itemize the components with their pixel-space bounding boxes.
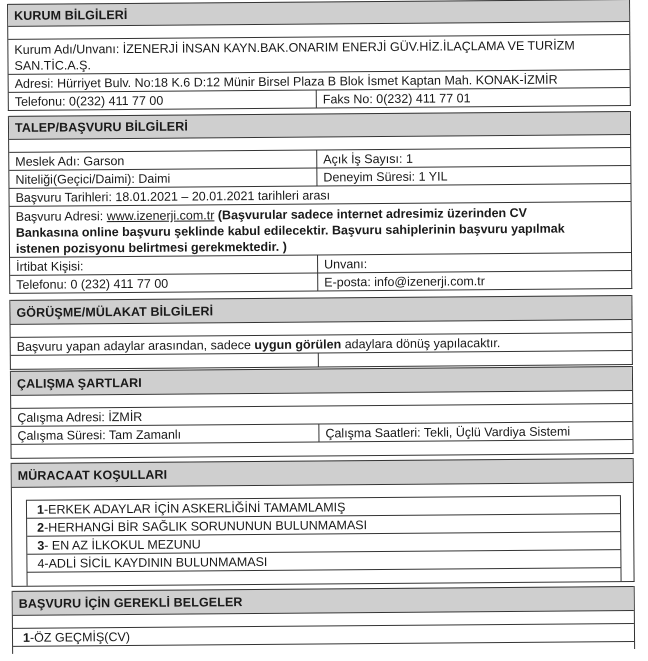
calisma-header: ÇALIŞMA ŞARTLARI	[11, 366, 632, 395]
basvuru-adresi-row	[10, 201, 631, 257]
basvuru-tarihleri: Başvuru Tarihleri: 18.01.2021 – 20.01.2021 tarihleri arası	[15, 188, 331, 205]
talep-telefon: Telefonu: 0 (232) 411 77 00	[10, 274, 318, 293]
niteligi: Niteliği(Geçici/Daimi): Daimi	[9, 169, 317, 188]
basvuru-link[interactable]: www.izenerji.com.tr	[106, 208, 215, 224]
kurum-telefon: Telefonu: 0(232) 411 77 00	[9, 91, 317, 110]
gorusme-text-post: adaylara dönüş yapılacaktır.	[341, 336, 501, 352]
list-item: 1-ERKEK ADAYLAR İÇİN ASKERLİĞİNİ TAMAMLAMIŞ	[27, 495, 620, 518]
deneyim-suresi: Deneyim Süresi: 1 YIL	[323, 169, 448, 185]
irtibat-kisisi: İrtibat Kişisi:	[10, 256, 318, 275]
list-item: 4-ADLİ SİCİL KAYDININ BULUNMAMASI	[27, 549, 620, 572]
calisma-suresi: Çalışma Süresi: Tam Zamanlı	[11, 425, 319, 444]
kurum-adi-row	[8, 34, 629, 74]
gorusme-section	[9, 295, 633, 370]
meslek-adi: Meslek Adı: Garson	[9, 151, 317, 170]
kurum-faks: Faks No: 0(232) 411 77 01	[322, 91, 471, 107]
kurum-header: KURUM BİLGİLERİ	[8, 0, 629, 26]
belgeler-header: BAŞVURU İÇİN GEREKLİ BELGELER	[13, 586, 634, 615]
list-item: 2-HERHANGİ BİR SAĞLIK SORUNUNUN BULUNMAMASI	[27, 513, 620, 536]
list-item: 3- EN AZ İLKOKUL MEZUNU	[27, 531, 620, 554]
calisma-adresi: Çalışma Adresi: İZMİR	[17, 409, 143, 425]
kurum-adi-line1: Kurum Adı/Unvanı: İZENERJİ İNSAN KAYN.BAK.ONARIM ENERJİ GÜV.HİZ.İLAÇLAMA VE TURİZM	[14, 38, 575, 57]
calisma-saatleri: Çalışma Saatleri: Tekli, Üçlü Vardiya Sistemi	[325, 424, 571, 441]
basvuru-note-2: Bankasına online başvuru şeklinde kabul edilecektir. Başvuru sahiplerinin başvuru yapılmak	[15, 221, 565, 240]
belgeler-section	[12, 586, 635, 654]
unvani: Unvanı:	[324, 257, 368, 272]
gorusme-text-bold: uygun görülen	[254, 337, 342, 353]
talep-header: TALEP/BAŞVURU BİLGİLERİ	[9, 111, 630, 139]
muracaat-header: MÜRACAAT KOŞULLARI	[12, 458, 633, 487]
calisma-section	[10, 366, 634, 459]
belgeler-list	[13, 623, 634, 654]
muracaat-list	[26, 495, 622, 586]
list-item: 1-ÖZ GEÇMİŞ(CV)	[13, 623, 634, 646]
gorusme-header: GÖRÜŞME/MÜLAKAT BİLGİLERİ	[10, 295, 631, 324]
basvuru-note-3: istenen pozisyonu belirtmesi gerekmektedir. )	[15, 239, 287, 256]
kurum-adres: Adresi: Hürriyet Bulv. No:18 K.6 D:12 Münir Birsel Plaza B Blok İsmet Kaptan Mah. KONAK-İZMİR	[14, 72, 558, 91]
muracaat-section	[11, 458, 635, 587]
acik-is-sayisi: Açık İş Sayısı: 1	[323, 151, 413, 167]
basvuru-adresi-label: Başvuru Adresi:	[15, 209, 107, 224]
kurum-section	[7, 0, 631, 111]
basvuru-note-1: (Başvurular sadece internet adresimiz üzerinden CV	[214, 205, 528, 223]
kurum-adi-line2: SAN.TİC.A.Ş.	[14, 58, 91, 73]
talep-section	[8, 111, 632, 294]
talep-eposta: E-posta: info@izenerji.com.tr	[324, 274, 485, 290]
gorusme-text-pre: Başvuru yapan adaylar arasından, sadece	[16, 338, 255, 354]
